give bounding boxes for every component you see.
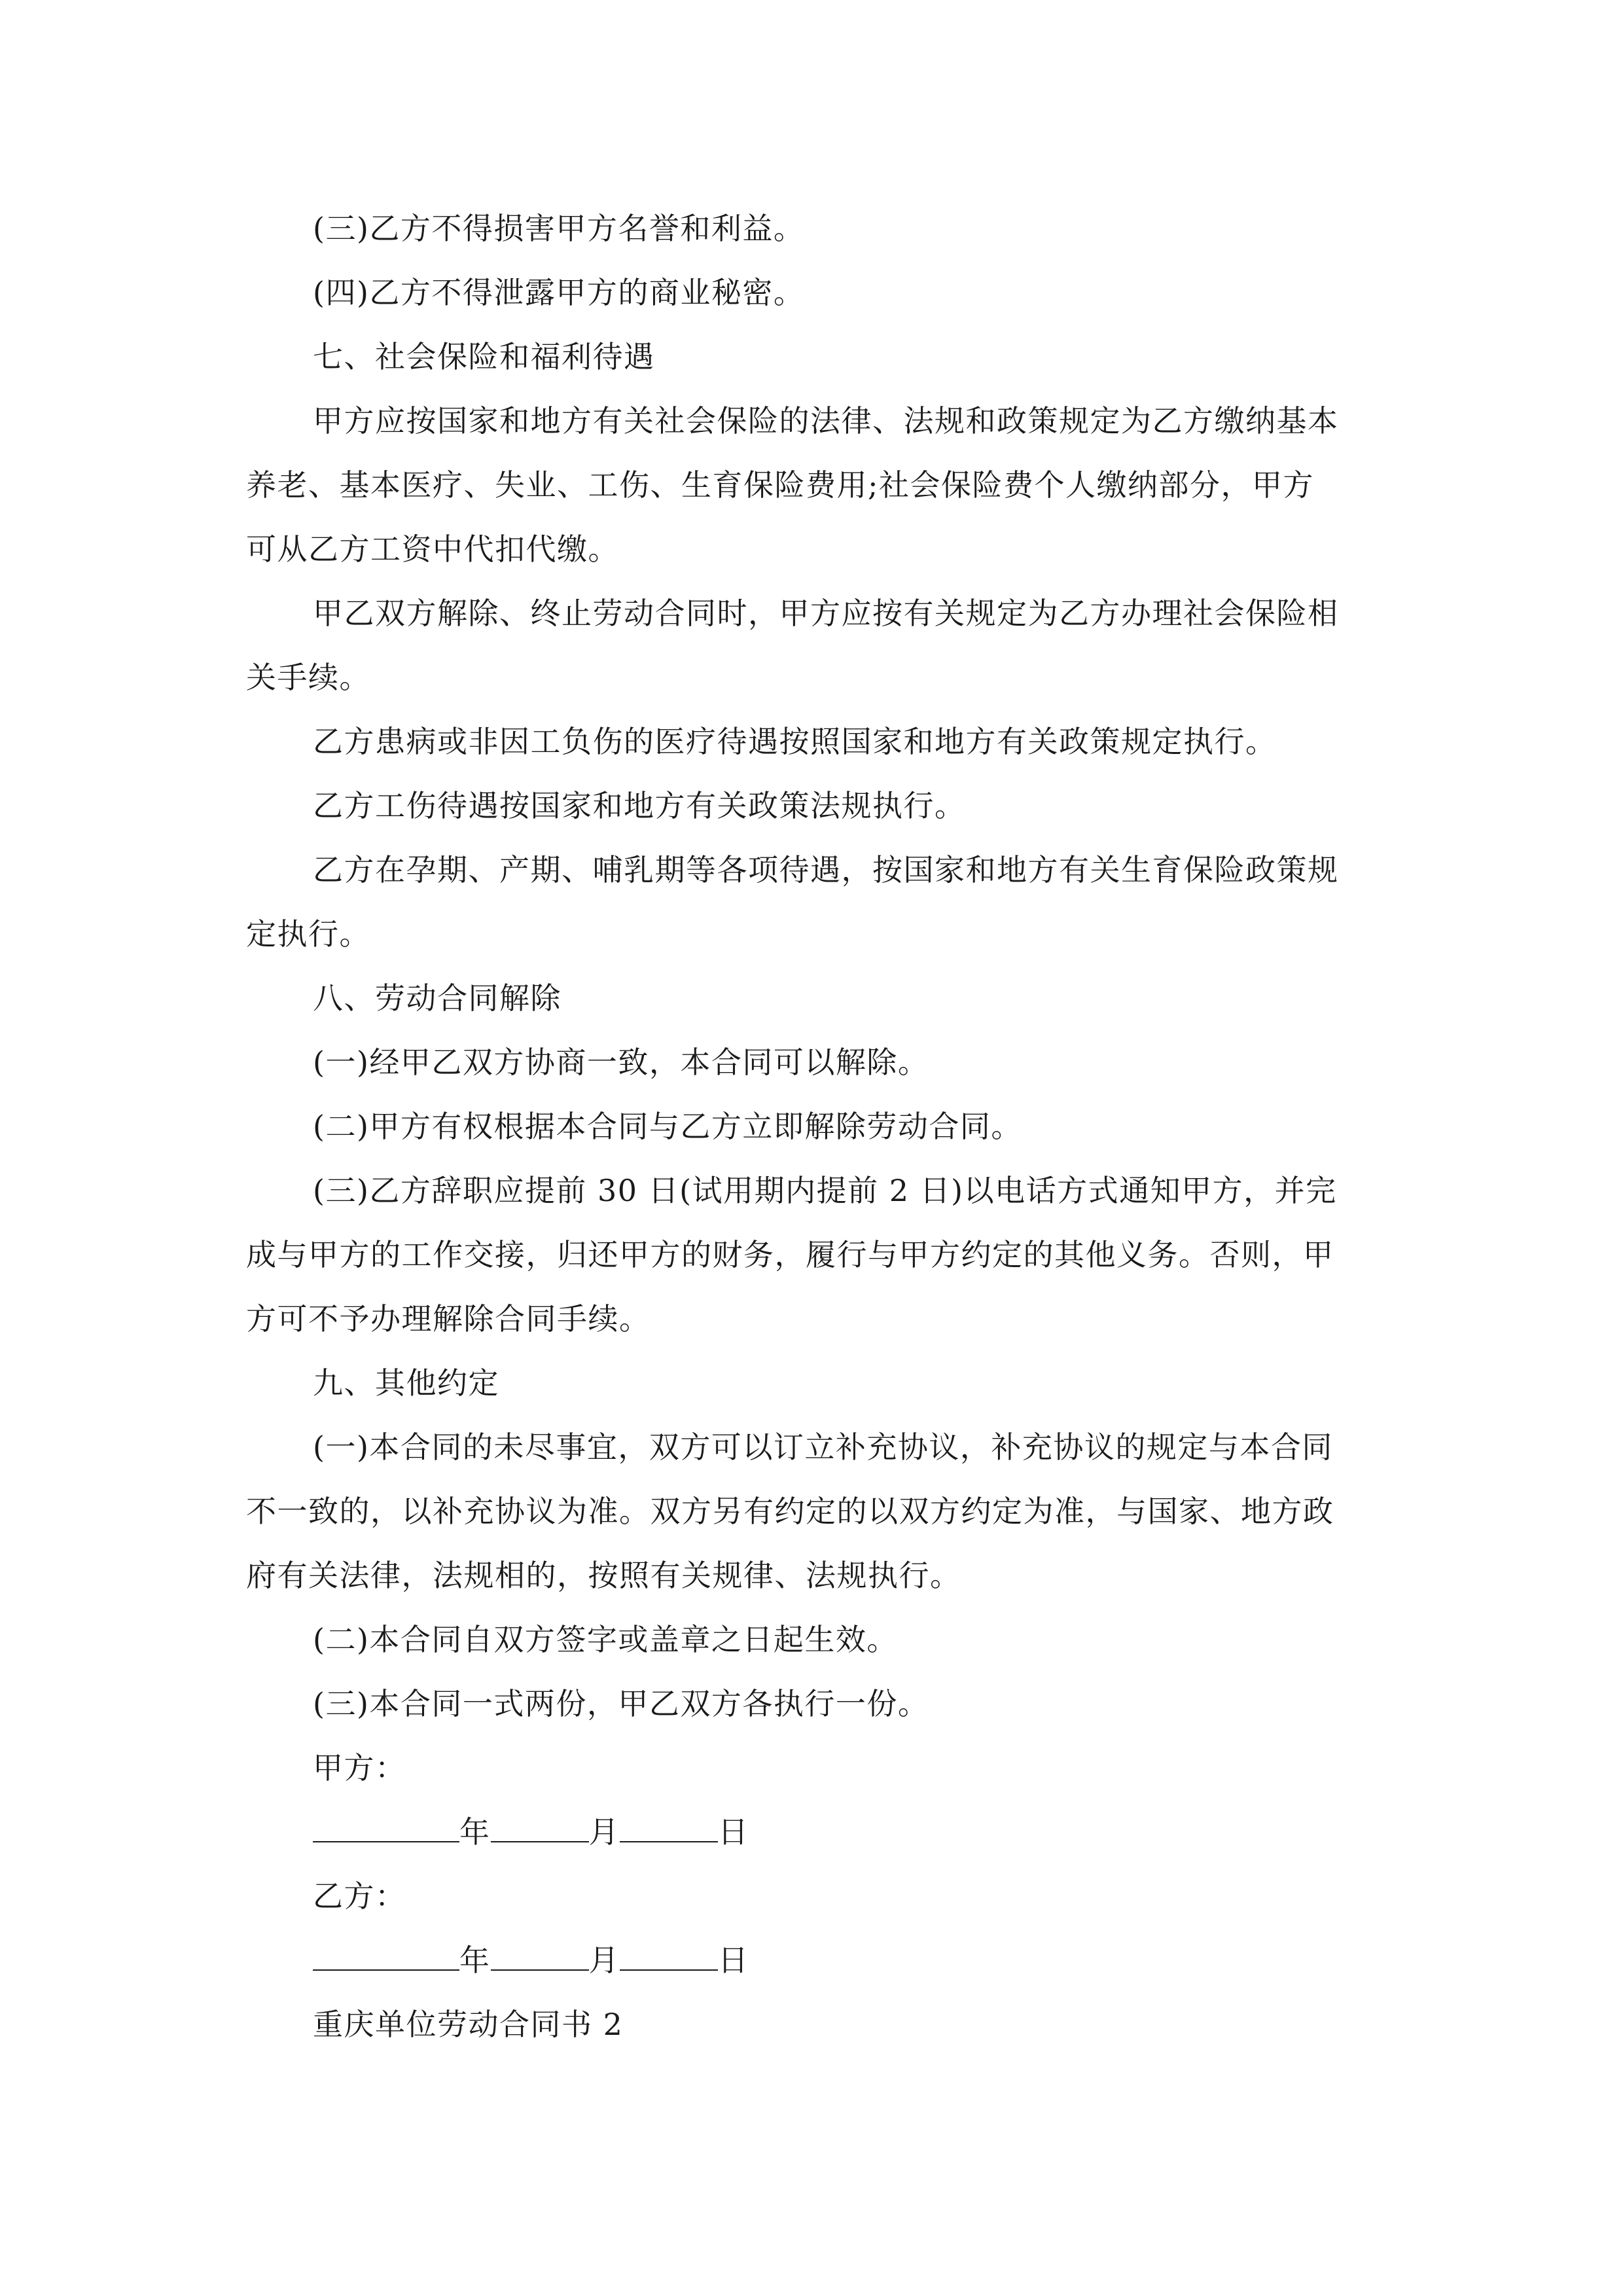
section-heading: 七、社会保险和福利待遇 (313, 339, 655, 374)
text-line: 方可不予办理解除合同手续。 (246, 1301, 651, 1336)
day-label: 日 (718, 1943, 749, 1978)
text-line: 定执行。 (246, 916, 370, 952)
text-line: (四)乙方不得泄露甲方的商业秘密。 (313, 275, 805, 310)
day-blank (620, 1931, 718, 1971)
text-line: (三)乙方不得损害甲方名誉和利益。 (313, 211, 805, 246)
text-line: 乙方工伤待遇按国家和地方有关政策法规执行。 (313, 788, 966, 823)
month-label: 月 (588, 1943, 620, 1978)
document-body (246, 196, 1377, 2056)
text-line: 可从乙方工资中代扣代缴。 (246, 531, 619, 567)
text-line: 甲方应按国家和地方有关社会保险的法律、法规和政策规定为乙方缴纳基本 (313, 403, 1339, 439)
section-heading: 九、其他约定 (313, 1365, 499, 1401)
text-line: 养老、基本医疗、失业、工伤、生育保险费用;社会保险费个人缴纳部分，甲方 (246, 467, 1314, 503)
text-line: (一)经甲乙双方协商一致，本合同可以解除。 (313, 1045, 929, 1080)
day-blank (620, 1803, 718, 1842)
year-blank (313, 1803, 459, 1842)
month-blank (491, 1931, 589, 1971)
text-line: 乙方在孕期、产期、哺乳期等各项待遇，按国家和地方有关生育保险政策规 (313, 852, 1339, 888)
day-label: 日 (718, 1814, 749, 1850)
text-line: (三)本合同一式两份，甲乙双方各执行一份。 (313, 1686, 929, 1721)
year-label: 年 (459, 1814, 491, 1850)
year-label: 年 (459, 1943, 491, 1978)
section-heading: 八、劳动合同解除 (313, 980, 562, 1016)
text-line: (三)乙方辞职应提前 30 日(试用期内提前 2 日)以电话方式通知甲方，并完 (313, 1173, 1337, 1208)
text-line: 不一致的，以补充协议为准。双方另有约定的以双方约定为准，与国家、地方政 (246, 1494, 1334, 1529)
text-line: (二)本合同自双方签字或盖章之日起生效。 (313, 1622, 898, 1657)
party-b-date-line (246, 1928, 1377, 1992)
text-line: 成与甲方的工作交接，归还甲方的财务，履行与甲方约定的其他义务。否则，甲 (246, 1237, 1334, 1272)
month-label: 月 (588, 1814, 620, 1850)
year-blank (313, 1931, 459, 1971)
month-blank (491, 1803, 589, 1842)
text-line: (一)本合同的未尽事宜，双方可以订立补充协议，补充协议的规定与本合同 (313, 1429, 1333, 1465)
party-a-date-line (246, 1800, 1377, 1864)
text-line: 府有关法律，法规相的，按照有关规律、法规执行。 (246, 1558, 961, 1593)
party-a-label: 甲方： (313, 1750, 406, 1785)
text-line: (二)甲方有权根据本合同与乙方立即解除劳动合同。 (313, 1109, 1022, 1144)
text-line: 关手续。 (246, 660, 370, 695)
text-line: 乙方患病或非因工负伤的医疗待遇按照国家和地方有关政策规定执行。 (313, 724, 1277, 759)
next-document-title: 重庆单位劳动合同书 2 (313, 2007, 624, 2042)
party-b-label: 乙方： (313, 1878, 406, 1914)
text-line: 甲乙双方解除、终止劳动合同时，甲方应按有关规定为乙方办理社会保险相 (313, 596, 1339, 631)
